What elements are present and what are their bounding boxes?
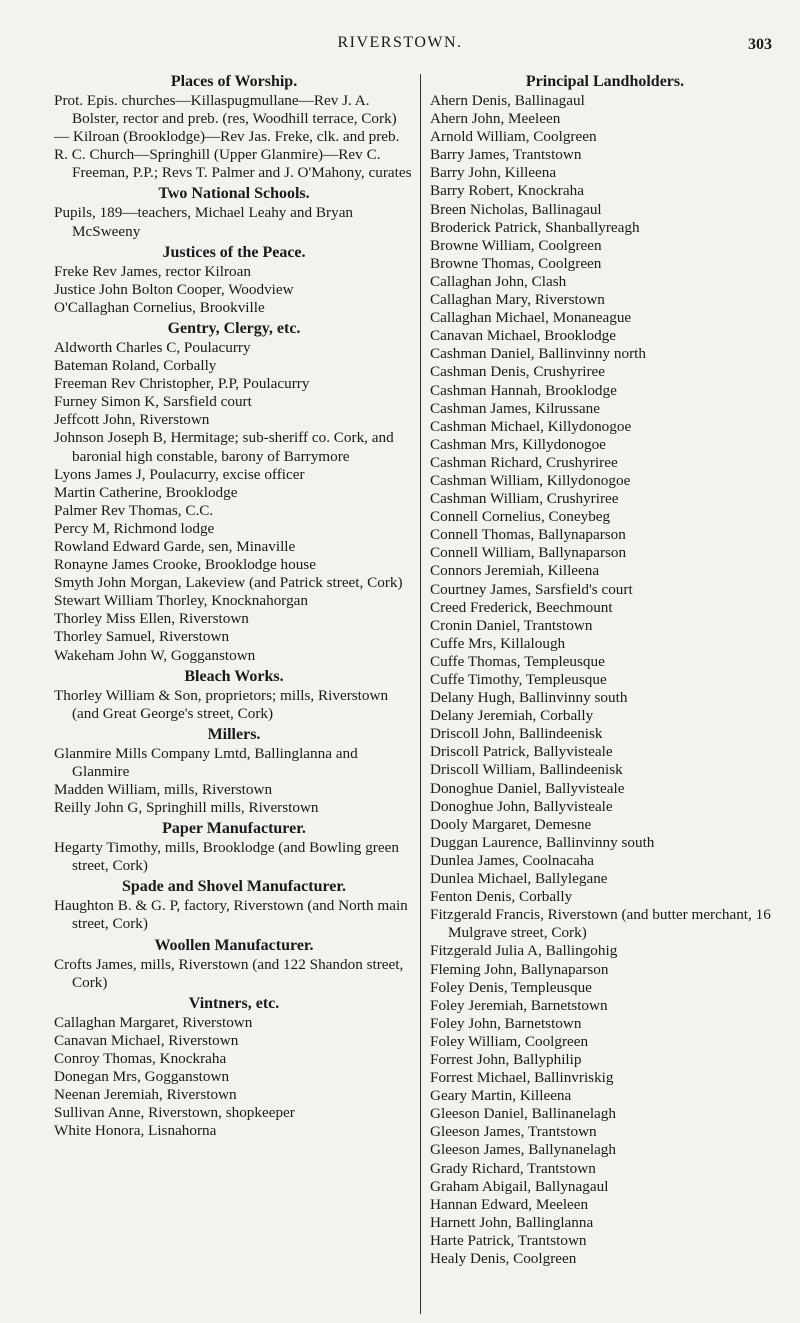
directory-entry: Wakeham John W, Gogganstown	[54, 646, 256, 664]
directory-entry: Callaghan Michael, Monaneague	[430, 309, 632, 327]
directory-entry: Callaghan John, Clash	[430, 272, 567, 290]
running-title: RIVERSTOWN.	[337, 34, 463, 51]
directory-entry: Browne William, Coolgreen	[430, 236, 602, 254]
directory-entry: O'Callaghan Cornelius, Brookville	[54, 298, 265, 316]
directory-entry: Smyth John Morgan, Lakeview (and Patrick street, Cork)	[54, 574, 403, 592]
directory-entry: Freeman Rev Christopher, P.P, Poulacurry	[54, 375, 310, 393]
directory-entry: Forrest John, Ballyphilip	[430, 1050, 582, 1068]
directory-entry: Driscoll Patrick, Ballyvisteale	[430, 743, 613, 761]
directory-entry: Cashman Michael, Killydonogoe	[430, 417, 632, 435]
directory-entry: Duggan Laurence, Ballinvinny south	[430, 833, 655, 851]
directory-entry: Lyons James J, Poulacurry, excise officer	[54, 465, 305, 483]
directory-entry: Arnold William, Coolgreen	[430, 128, 597, 146]
directory-entry: Callaghan Margaret, Riverstown	[54, 1013, 253, 1031]
directory-entry: Connell William, Ballynaparson	[430, 544, 627, 562]
directory-entry: Conroy Thomas, Knockraha	[54, 1049, 227, 1067]
section-title-two-national-schools: Two National Schools.	[158, 185, 310, 203]
directory-entry: Freke Rev James, rector Kilroan	[54, 262, 251, 280]
directory-entry: Connors Jeremiah, Killeena	[430, 562, 600, 580]
directory-entry: Canavan Michael, Brooklodge	[430, 327, 616, 345]
directory-entry: Donegan Mrs, Gogganstown	[54, 1068, 230, 1086]
directory-entry: Connell Cornelius, Coneybeg	[430, 508, 611, 526]
directory-entry: Palmer Rev Thomas, C.C.	[54, 501, 214, 519]
directory-entry: Thorley William & Son, proprietors; mills, Riverstown (and Great George's street, Cork)	[54, 686, 389, 722]
section-title-bleach-works: Bleach Works.	[184, 667, 284, 685]
directory-entry: Percy M, Richmond lodge	[54, 519, 215, 537]
directory-entry: Delany Jeremiah, Corbally	[430, 707, 594, 725]
directory-entry: Dunlea Michael, Ballyleganе	[430, 870, 608, 888]
section-title-gentry-clergy-etc: Gentry, Clergy, etc.	[167, 319, 301, 337]
section-title-places-of-worship: Places of Worship.	[170, 73, 298, 90]
directory-entry: Ahern John, Meeleen	[430, 110, 561, 128]
directory-entry: Gleeson James, Trantstown	[430, 1123, 597, 1141]
section-title-paper-manufacturer: Paper Manufacturer.	[162, 820, 306, 838]
directory-entry: Barry James, Trantstown	[430, 146, 582, 164]
directory-entry: Justice John Bolton Cooper, Woodview	[54, 280, 294, 298]
directory-entry: Neenan Jeremiah, Riverstown	[54, 1086, 237, 1104]
directory-entry: Fenton Denis, Corbally	[430, 888, 573, 906]
directory-entry: Gleeson Daniel, Ballinanelagh	[430, 1105, 616, 1123]
directory-entry: Barry John, Killeena	[430, 164, 557, 182]
directory-entry: Thorley Miss Ellen, Riverstown	[54, 610, 249, 628]
directory-entry: Broderick Patrick, Shanballyreagh	[430, 218, 640, 236]
directory-entry: Breen Nicholas, Ballinagaul	[430, 200, 602, 218]
directory-entry: Foley Jeremiah, Barnetstown	[430, 996, 608, 1014]
directory-entry: Browne Thomas, Coolgreen	[430, 254, 602, 272]
right-column	[430, 70, 780, 1268]
directory-entry: Fitzgerald Julia A, Ballingohig	[430, 942, 618, 960]
section-title-millers: Millers.	[207, 725, 261, 743]
directory-entry: Reilly John G, Springhill mills, Riverstown	[54, 799, 319, 817]
directory-entry: Driscoll William, Ballindeenisk	[430, 761, 623, 779]
directory-entry: Cashman Denis, Crushyriree	[430, 363, 606, 381]
directory-entry: Aldworth Charles C, Poulacurry	[54, 338, 251, 356]
directory-entry: Prot. Epis. churches—Killaspugmullane—Rev J. A. Bolster, rector and preb. (res, Woodhill terrace, Cork)	[54, 92, 397, 128]
directory-entry: Cuffe Mrs, Killalough	[430, 634, 566, 652]
directory-entry: Geary Martin, Killeena	[430, 1087, 572, 1105]
directory-entry: Delany Hugh, Ballinvinny south	[430, 689, 628, 707]
directory-entry: Harte Patrick, Trantstown	[430, 1231, 587, 1249]
directory-entry: R. C. Church—Springhill (Upper Glanmire)—Rev C. Freeman, P.P.; Revs T. Palmer and J. O'Mahony, curates	[54, 146, 412, 182]
directory-entry: Donoghue Daniel, Ballyvisteale	[430, 779, 625, 797]
directory-entry: Dunlea James, Coolnacaha	[430, 851, 595, 869]
directory-entry: Dooly Margaret, Demesne	[430, 815, 592, 833]
directory-entry: Fleming John, Ballynaparson	[430, 960, 609, 978]
directory-entry: Ahern Denis, Ballinagaul	[430, 92, 585, 109]
directory-entry: Gleeson James, Ballynanelagh	[430, 1141, 616, 1159]
page-header	[0, 34, 800, 56]
directory-entry: Martin Catherine, Brooklodge	[54, 483, 238, 501]
directory-entry: Haughton B. & G. P, factory, Riverstown (and North main street, Cork)	[54, 897, 408, 933]
directory-entry: Jeffcott John, Riverstown	[54, 411, 210, 429]
directory-entry: Cashman William, Crushyriree	[430, 490, 619, 508]
directory-entry: Cashman Hannah, Brooklodge	[430, 381, 617, 399]
directory-entry: Courtney James, Sarsfield's court	[430, 580, 633, 598]
section-title-justices-of-the-peace: Justices of the Peace.	[162, 243, 306, 261]
directory-entry: Cuffe Thomas, Templeusque	[430, 652, 605, 670]
directory-entry: Donoghue John, Ballyvisteale	[430, 797, 613, 815]
directory-entry: Ronayne James Crooke, Brooklodge house	[54, 556, 316, 574]
directory-entry: Cashman Daniel, Ballinvinny north	[430, 345, 646, 363]
directory-entry: Forrest Michael, Ballinvriskig	[430, 1069, 614, 1087]
directory-entry: Callaghan Mary, Riverstown	[430, 291, 605, 309]
directory-entry: Bateman Roland, Corbally	[54, 357, 217, 375]
directory-entry: White Honora, Lisnahorna	[54, 1122, 217, 1140]
directory-entry: Cashman William, Killydonogoe	[430, 471, 631, 489]
directory-entry: Rowland Edward Garde, sen, Minaville	[54, 537, 296, 555]
section-title-woollen-manufacturer: Woollen Manufacturer.	[154, 936, 314, 954]
directory-entry: Furney Simon K, Sarsfield court	[54, 393, 252, 411]
directory-entry: Glanmire Mills Company Lmtd, Ballinglanna and Glanmire	[54, 744, 358, 780]
section-title-vintners-etc: Vintners, etc.	[188, 994, 280, 1012]
directory-entry: Driscoll John, Ballindeenisk	[430, 725, 603, 743]
column-divider	[420, 74, 421, 1314]
directory-entry: Creed Frederick, Beechmount	[430, 598, 613, 616]
page-number: 303	[748, 36, 772, 53]
directory-entry: Barry Robert, Knockraha	[430, 182, 584, 200]
directory-entry: Cronin Daniel, Trantstown	[430, 616, 593, 634]
directory-entry: Hannan Edward, Meeleen	[430, 1195, 589, 1213]
directory-entry: Graham Abigail, Ballynagaul	[430, 1177, 609, 1195]
directory-entry: Connell Thomas, Ballynaparson	[430, 526, 626, 544]
directory-entry: Sullivan Anne, Riverstown, shopkeeper	[54, 1104, 295, 1122]
directory-entry: Harnett John, Ballinglanna	[430, 1213, 594, 1231]
directory-entry: Stewart William Thorley, Knocknahorgan	[54, 592, 309, 610]
left-column	[54, 70, 414, 1140]
directory-entry: Cashman James, Kilrussane	[430, 399, 600, 417]
directory-entry: Madden William, mills, Riverstown	[54, 781, 273, 798]
directory-entry: Grady Richard, Trantstown	[430, 1159, 596, 1177]
directory-entry: — Kilroan (Brooklodge)—Rev Jas. Freke, clk. and preb.	[54, 128, 400, 146]
directory-entry: Healy Denis, Coolgreen	[430, 1250, 577, 1267]
directory-entry: Cuffe Timothy, Templeusque	[430, 671, 607, 688]
directory-entry: Foley Denis, Templeusque	[430, 978, 592, 996]
section-title-spade-and-shovel-manufacturer: Spade and Shovel Manufacturer.	[121, 878, 347, 896]
directory-entry: Pupils, 189—teachers, Michael Leahy and Bryan McSweeny	[54, 204, 354, 240]
directory-entry: Thorley Samuel, Riverstown	[54, 628, 230, 646]
directory-entry: Crofts James, mills, Riverstown (and 122 Shandon street, Cork)	[54, 955, 404, 991]
directory-entry: Cashman Mrs, Killydonogoe	[430, 435, 606, 453]
directory-entry: Fitzgerald Francis, Riverstown (and butter merchant, 16 Mulgrave street, Cork)	[430, 906, 771, 942]
directory-entry: Foley John, Barnetstown	[430, 1014, 582, 1032]
directory-entry: Canavan Michael, Riverstown	[54, 1031, 239, 1049]
section-title-principal-landholders: Principal Landholders.	[525, 73, 685, 90]
directory-entry: Cashman Richard, Crushyriree	[430, 453, 618, 471]
directory-entry: Foley William, Coolgreen	[430, 1032, 589, 1050]
directory-entry: Hegarty Timothy, mills, Brooklodge (and Bowling green street, Cork)	[54, 839, 399, 875]
directory-entry: Johnson Joseph B, Hermitage; sub-sheriff co. Cork, and baronial high constable, barony of Barrymore	[54, 429, 394, 465]
